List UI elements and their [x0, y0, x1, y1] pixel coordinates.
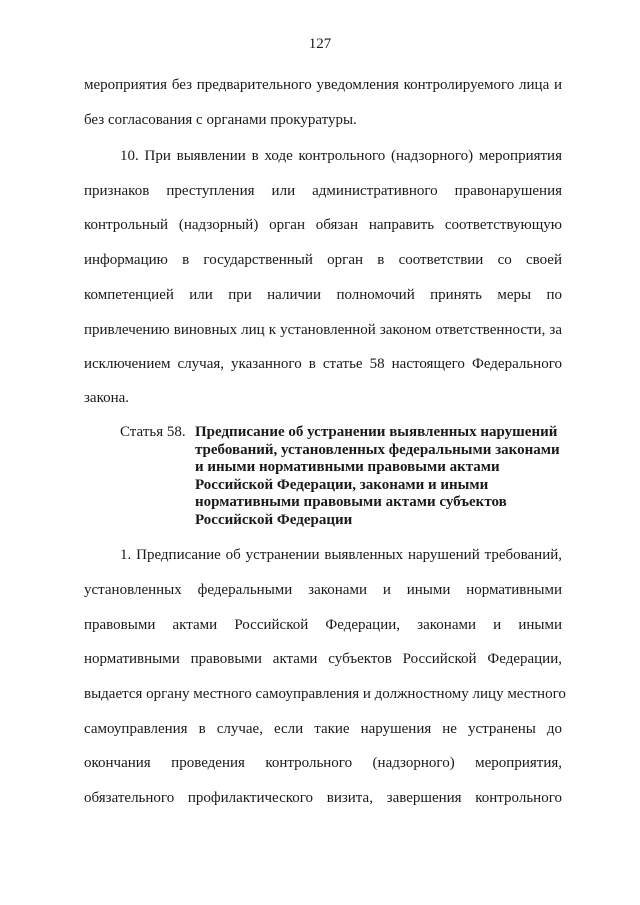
- article-title-line: требований, установленных федеральными законами: [195, 441, 560, 458]
- paragraph-line: самоуправления в случае, если такие нарушения не устранены до: [84, 721, 562, 737]
- paragraph-line: закона.: [84, 390, 130, 406]
- article-title-line: Российской Федерации: [195, 511, 353, 528]
- paragraph-line: 1. Предписание об устранении выявленных нарушений требований,: [120, 547, 562, 563]
- paragraph-line: признаков преступления или административного правонарушения: [84, 183, 562, 199]
- page-number: 127: [308, 36, 332, 52]
- article-title-line: и иными нормативными правовыми актами: [195, 459, 500, 475]
- paragraph-line: привлечению виновных лиц к установленной законом ответственности, за: [84, 322, 562, 338]
- article-title-line: Российской Федерации, законами и иными: [195, 476, 489, 493]
- paragraph-line: компетенцией или при наличии полномочий принять меры по: [84, 287, 562, 303]
- paragraph-line: обязательного профилактического визита, завершения контрольного: [84, 790, 562, 806]
- article-title: [195, 424, 565, 529]
- paragraph-line: нормативными правовыми актами субъектов Российской Федерации,: [84, 651, 562, 667]
- paragraph-line: исключением случая, указанного в статье 58 настоящего Федерального: [84, 356, 562, 372]
- paragraph-line: установленных федеральными законами и иными нормативными: [84, 582, 562, 598]
- paragraph-line: без согласования с органами прокуратуры.: [84, 112, 357, 128]
- article-title-line: Предписание об устранении выявленных нарушений: [195, 424, 558, 440]
- paragraph-line: информацию в государственный орган в соответствии со своей: [84, 252, 562, 268]
- article-title-line: нормативными правовыми актами субъектов: [195, 494, 507, 510]
- paragraph-line: окончания проведения контрольного (надзорного) мероприятия,: [84, 755, 562, 771]
- paragraph-line: мероприятия без предварительного уведомления контролируемого лица и: [84, 77, 562, 93]
- paragraph-line: контрольный (надзорный) орган обязан направить соответствующую: [84, 217, 562, 233]
- article-label: Статья 58.: [120, 424, 186, 440]
- paragraph-line: 10. При выявлении в ходе контрольного (надзорного) мероприятия: [120, 148, 562, 164]
- paragraph-line: правовыми актами Российской Федерации, законами и иными: [84, 617, 562, 633]
- paragraph-line: выдается органу местного самоуправления и должностному лицу местного: [84, 686, 566, 702]
